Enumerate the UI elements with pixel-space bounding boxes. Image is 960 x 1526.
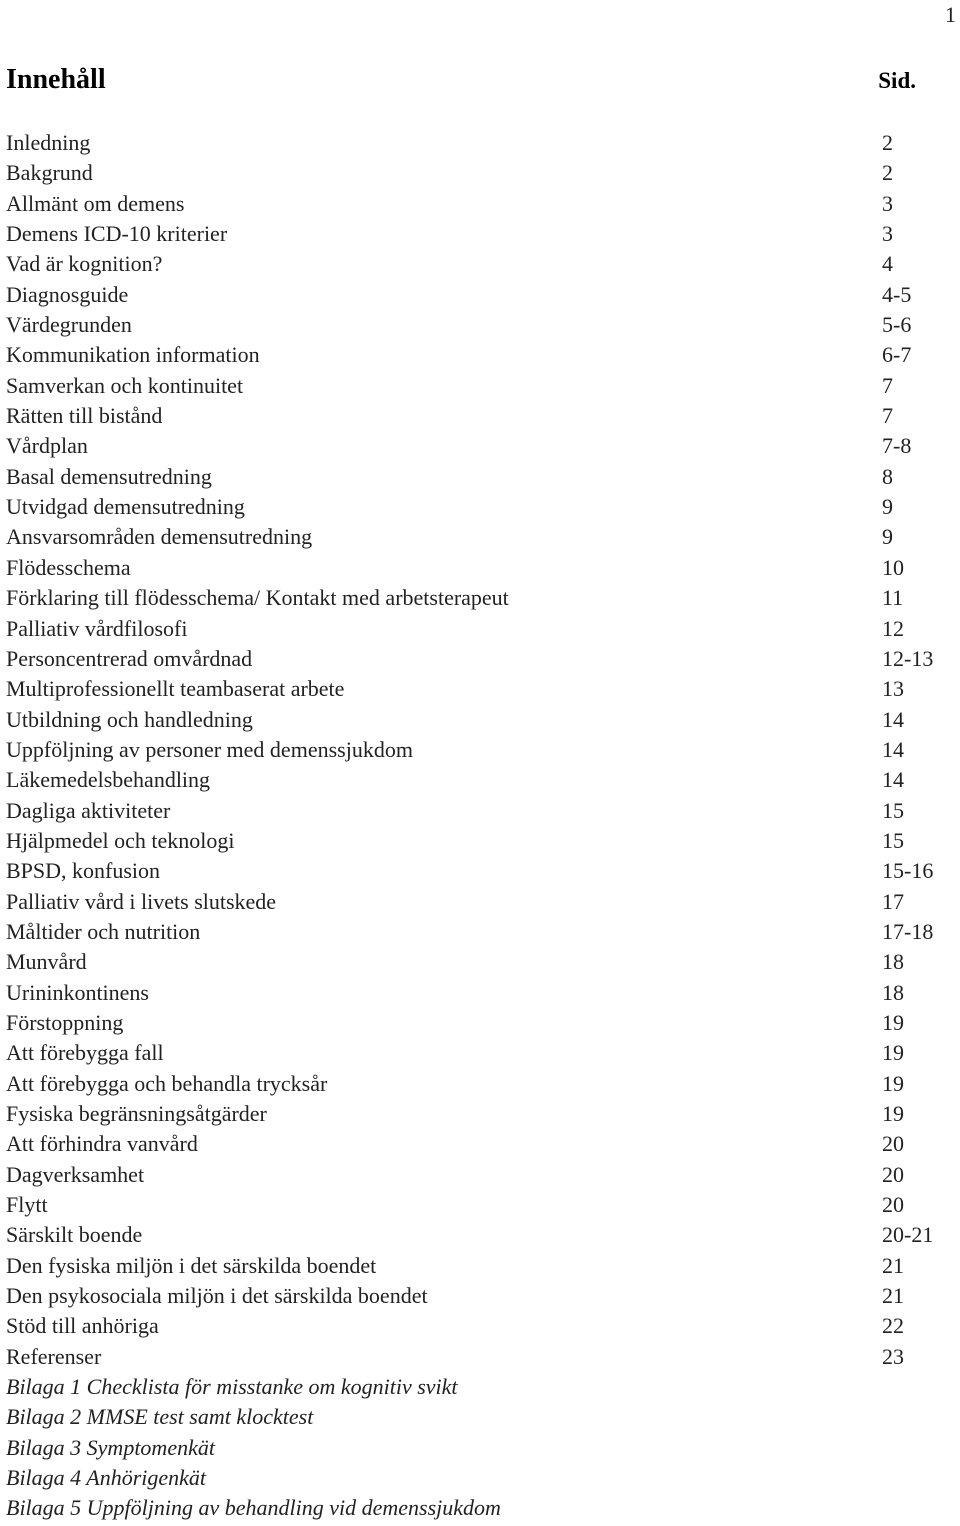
toc-entry[interactable] <box>6 553 956 583</box>
toc-entry-label[interactable]: Multiprofessionellt teambaserat arbete <box>6 676 345 702</box>
appendix-label[interactable]: Bilaga 3 Symptomenkät <box>6 1434 215 1460</box>
toc-entry[interactable] <box>6 796 956 826</box>
toc-entry-label[interactable]: Att förhindra vanvård <box>6 1131 198 1157</box>
toc-entry[interactable] <box>6 280 956 310</box>
toc-entry-page[interactable]: 8 <box>882 463 893 489</box>
toc-entry-label[interactable]: Munvård <box>6 949 87 975</box>
toc-entry-page[interactable]: 15 <box>882 797 904 823</box>
toc-entry-label[interactable]: Demens ICD-10 kriterier <box>6 221 228 247</box>
toc-entry-page[interactable]: 9 <box>882 524 893 550</box>
toc-entry[interactable] <box>6 1251 956 1281</box>
toc-entry[interactable] <box>6 1311 956 1341</box>
toc-entry-page[interactable]: 15-16 <box>882 858 934 884</box>
toc-entry[interactable] <box>6 735 956 765</box>
toc-entry-label[interactable]: Personcentrerad omvårdnad <box>6 645 253 671</box>
toc-entry[interactable] <box>6 1160 956 1190</box>
toc-entry[interactable] <box>6 189 956 219</box>
toc-entry-page[interactable]: 6-7 <box>882 342 912 368</box>
toc-entry-page[interactable]: 17 <box>882 888 904 914</box>
toc-entry-label[interactable]: Fysiska begränsningsåtgärder <box>6 1101 267 1126</box>
toc-entry[interactable] <box>6 674 956 704</box>
table-of-contents <box>6 128 956 1524</box>
toc-entry-page[interactable]: 22 <box>882 1313 904 1339</box>
toc-entry-page[interactable]: 15 <box>882 827 904 853</box>
toc-entry-page[interactable]: 14 <box>882 706 904 732</box>
toc-entry-label[interactable]: Att förebygga fall <box>6 1040 164 1066</box>
toc-entry-label[interactable]: Ansvarsområden demensutredning <box>6 524 313 550</box>
toc-entry-label[interactable]: Den psykosociala miljön i det särskilda boendet <box>6 1283 428 1309</box>
toc-entry-label[interactable]: Urininkontinens <box>6 979 149 1005</box>
toc-entry[interactable] <box>6 522 956 552</box>
toc-entry-label[interactable]: Måltider och nutrition <box>6 918 201 944</box>
toc-entry[interactable] <box>6 128 956 158</box>
page-title: Innehåll <box>6 64 106 95</box>
toc-entry[interactable] <box>6 644 956 674</box>
toc-entry-label[interactable]: Dagliga aktiviteter <box>6 797 171 823</box>
toc-entry-label[interactable]: Flytt <box>6 1192 48 1218</box>
toc-entry-label[interactable]: Diagnosguide <box>6 281 129 307</box>
toc-entry[interactable] <box>6 583 956 613</box>
toc-entry[interactable] <box>6 340 956 370</box>
toc-entry[interactable] <box>6 1099 956 1129</box>
toc-entry-label[interactable]: Bakgrund <box>6 160 93 186</box>
page-number: 1 <box>945 2 956 27</box>
toc-entry[interactable] <box>6 1342 956 1372</box>
toc-entry[interactable] <box>6 219 956 249</box>
toc-entry[interactable] <box>6 1008 956 1038</box>
toc-entry-page[interactable]: 20 <box>882 1192 904 1218</box>
toc-entry-label[interactable]: Läkemedelsbehandling <box>6 767 211 793</box>
toc-entry-page[interactable]: 7 <box>882 403 893 429</box>
appendix-label[interactable]: Bilaga 2 MMSE test samt klocktest <box>6 1404 314 1430</box>
toc-entry[interactable] <box>6 462 956 492</box>
toc-entry-label[interactable]: Palliativ vårdfilosofi <box>6 615 188 641</box>
toc-entry-label[interactable]: Vårdplan <box>6 433 88 459</box>
toc-entry[interactable] <box>6 614 956 644</box>
toc-entry[interactable] <box>6 1069 956 1099</box>
appendix-label[interactable]: Bilaga 4 Anhörigenkät <box>6 1465 207 1491</box>
toc-entry[interactable] <box>6 158 956 188</box>
toc-entry[interactable] <box>6 856 956 886</box>
page-column-label: Sid. <box>878 68 916 93</box>
toc-entry-page[interactable]: 12 <box>882 615 904 641</box>
toc-entry-page[interactable]: 5-6 <box>882 312 912 338</box>
toc-entry-page[interactable]: 20 <box>882 1131 904 1157</box>
appendix-label[interactable]: Bilaga 5 Uppföljning av behandling vid demenssjukdom <box>6 1495 501 1521</box>
toc-entry-page[interactable]: 13 <box>882 676 904 702</box>
toc-entry[interactable] <box>6 978 956 1008</box>
toc-entry-page[interactable]: 2 <box>882 160 893 186</box>
toc-entry-page[interactable]: 19 <box>882 1070 904 1096</box>
toc-entry-label[interactable]: Särskilt boende <box>6 1222 143 1248</box>
toc-entry[interactable] <box>6 249 956 279</box>
toc-entry-page[interactable]: 4-5 <box>882 281 912 307</box>
toc-entry-page[interactable]: 19 <box>882 1009 904 1035</box>
toc-entry-label[interactable]: Inledning <box>6 130 91 155</box>
toc-entry-page[interactable]: 14 <box>882 736 904 762</box>
toc-entry-label[interactable]: Referenser <box>6 1343 102 1369</box>
toc-entry-label[interactable]: Att förebygga och behandla trycksår <box>6 1070 328 1096</box>
toc-entry-page[interactable]: 7-8 <box>882 433 912 459</box>
appendix-label[interactable]: Bilaga 1 Checklista för misstanke om kognitiv svikt <box>6 1374 458 1400</box>
toc-entry-page[interactable]: 20-21 <box>882 1222 934 1248</box>
toc-entry[interactable] <box>6 431 956 461</box>
toc-entry-page[interactable]: 9 <box>882 494 893 520</box>
toc-entry[interactable] <box>6 765 956 795</box>
toc-entry-page[interactable]: 10 <box>882 554 904 580</box>
toc-entry-page[interactable]: 11 <box>882 585 904 611</box>
toc-entry-page[interactable]: 17-18 <box>882 918 934 944</box>
toc-entry-page[interactable]: 21 <box>882 1252 904 1278</box>
toc-entry[interactable] <box>6 1038 956 1068</box>
toc-entry-page[interactable]: 18 <box>882 979 904 1005</box>
appendix-entry[interactable] <box>6 1433 956 1463</box>
toc-entry[interactable] <box>6 705 956 735</box>
toc-entry-label[interactable]: Utvidgad demensutredning <box>6 494 245 520</box>
toc-entry[interactable] <box>6 917 956 947</box>
toc-entry[interactable] <box>6 371 956 401</box>
toc-entry-label[interactable]: Kommunikation information <box>6 342 260 368</box>
toc-entry-label[interactable]: Flödesschema <box>6 554 131 580</box>
toc-entry-page[interactable]: 20 <box>882 1161 904 1187</box>
appendix-entry[interactable] <box>6 1372 956 1402</box>
toc-entry-label[interactable]: Rätten till bistånd <box>6 403 163 429</box>
toc-entry-label[interactable]: BPSD, konfusion <box>6 858 161 884</box>
toc-entry-label[interactable]: Dagverksamhet <box>6 1161 145 1187</box>
toc-entry-label[interactable]: Stöd till anhöriga <box>6 1313 159 1339</box>
appendix-entry[interactable] <box>6 1493 956 1523</box>
toc-entry[interactable] <box>6 887 956 917</box>
toc-entry-page[interactable]: 7 <box>882 372 893 398</box>
toc-entry[interactable] <box>6 1220 956 1250</box>
toc-entry-label[interactable]: Utbildning och handledning <box>6 706 253 732</box>
appendix-entry[interactable] <box>6 1463 956 1493</box>
toc-entry-page[interactable]: 19 <box>882 1101 904 1126</box>
toc-entry-page[interactable]: 21 <box>882 1283 904 1309</box>
toc-entry-page[interactable]: 14 <box>882 767 904 793</box>
toc-entry-label[interactable]: Samverkan och kontinuitet <box>6 372 244 398</box>
toc-entry-label[interactable]: Förklaring till flödesschema/ Kontakt med arbetsterapeut <box>6 585 509 611</box>
toc-heading <box>6 60 916 100</box>
toc-entry[interactable] <box>6 1129 956 1159</box>
toc-entry-label[interactable]: Den fysiska miljön i det särskilda boendet <box>6 1252 377 1278</box>
toc-entry[interactable] <box>6 947 956 977</box>
toc-entry-label[interactable]: Förstoppning <box>6 1009 124 1035</box>
toc-entry-page[interactable]: 3 <box>882 190 893 216</box>
toc-entry-page[interactable]: 18 <box>882 949 904 975</box>
toc-entry[interactable] <box>6 826 956 856</box>
toc-entry-label[interactable]: Palliativ vård i livets slutskede <box>6 888 277 914</box>
toc-entry[interactable] <box>6 1190 956 1220</box>
toc-entry-label[interactable]: Uppföljning av personer med demenssjukdom <box>6 736 413 762</box>
toc-entry-page[interactable]: 2 <box>882 130 893 155</box>
toc-entry-label[interactable]: Hjälpmedel och teknologi <box>6 827 235 853</box>
appendix-entry[interactable] <box>6 1402 956 1432</box>
toc-entry-page[interactable]: 12-13 <box>882 645 934 671</box>
toc-entry[interactable] <box>6 492 956 522</box>
toc-entry-page[interactable]: 23 <box>882 1343 904 1369</box>
toc-entry[interactable] <box>6 1281 956 1311</box>
toc-entry[interactable] <box>6 310 956 340</box>
toc-entry-page[interactable]: 19 <box>882 1040 904 1066</box>
toc-entry-label[interactable]: Vad är kognition? <box>6 251 163 277</box>
toc-entry-page[interactable]: 3 <box>882 221 893 247</box>
toc-entry[interactable] <box>6 401 956 431</box>
toc-entry-label[interactable]: Värdegrunden <box>6 312 132 338</box>
toc-entry-label[interactable]: Basal demensutredning <box>6 463 212 489</box>
toc-entry-page[interactable]: 4 <box>882 251 893 277</box>
toc-entry-label[interactable]: Allmänt om demens <box>6 190 185 216</box>
